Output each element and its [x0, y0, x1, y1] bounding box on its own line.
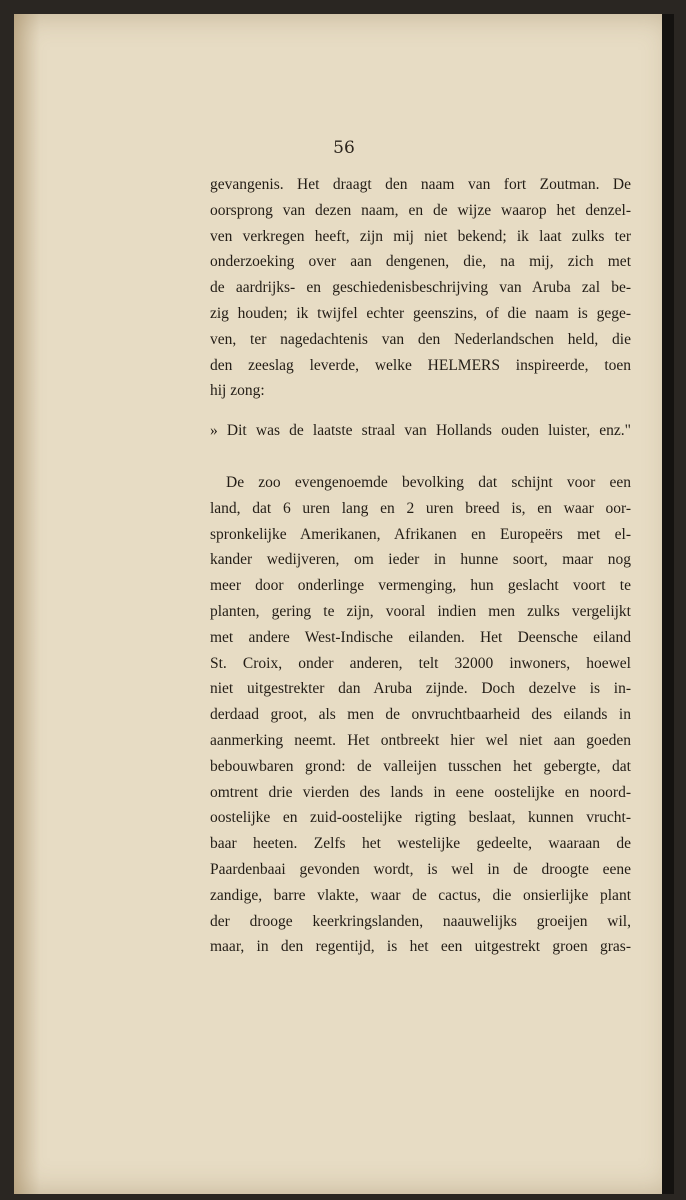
text-line: oostelijke en zuid-oostelijke rigting beslaat, kunnen vrucht-: [210, 809, 631, 827]
verse-quote: » Dit was de laatste straal van Hollands ouden luister, enz.": [210, 422, 631, 440]
text-line: De zoo evengenoemde bevolking dat schijnt voor een: [226, 473, 631, 491]
text-line: der drooge keerkringslanden, naauwelijks groeijen wil,: [210, 912, 631, 930]
paragraph-2: [210, 470, 631, 960]
text-line: kander wedijveren, om ieder in hunne soort, maar nog: [210, 551, 631, 569]
page-edge-shadow: [662, 14, 674, 1194]
text-line: aanmerking neemt. Het ontbreekt hier wel niet aan goeden: [210, 731, 631, 749]
book-page: [14, 14, 674, 1194]
text-line: omtrent drie vierden des lands in eene oostelijke en noord-: [210, 783, 631, 801]
body-text: [210, 172, 631, 960]
text-line: hij zong:: [210, 382, 265, 400]
text-line: maar, in den regentijd, is het een uitgestrekt groen gras-: [210, 938, 631, 956]
text-line: gevangenis. Het draagt den naam van fort Zoutman. De: [210, 176, 631, 193]
text-line: oorsprong van dezen naam, en de wijze waarop het denzel-: [210, 201, 631, 219]
text-line: bebouwbaren grond: de valleijen tusschen het gebergte, dat: [210, 757, 631, 775]
text-line: spronkelijke Amerikanen, Afrikanen en Europeërs met el-: [210, 525, 631, 543]
text-line: derdaad groot, als men de onvruchtbaarheid des eilands in: [210, 706, 631, 724]
text-line: land, dat 6 uren lang en 2 uren breed is, en waar oor-: [210, 499, 631, 517]
paragraph-1: [210, 172, 631, 404]
text-line: St. Croix, onder anderen, telt 32000 inwoners, hoewel: [210, 654, 631, 672]
text-line: ven verkregen heeft, zijn mij niet bekend; ik laat zulks ter: [210, 227, 631, 245]
text-line: baar heeten. Zelfs het westelijke gedeelte, waaraan de: [210, 835, 631, 853]
text-line: meer door onderlinge vermenging, hun geslacht voort te: [210, 577, 631, 595]
text-line: niet uitgestrekter dan Aruba zijnde. Doch dezelve is in-: [210, 680, 631, 698]
text-line: met andere West-Indische eilanden. Het Deensche eiland: [210, 628, 631, 646]
text-line: zandige, barre vlakte, waar de cactus, die onsierlijke plant: [210, 886, 631, 904]
text-line: planten, gering te zijn, vooral indien men zulks vergelijkt: [210, 602, 631, 620]
page-number: 56: [333, 138, 355, 158]
text-line: ven, ter nagedachtenis van den Nederlandschen held, die: [210, 330, 631, 348]
text-line: de aardrijks- en geschiedenisbeschrijving van Aruba zal be-: [210, 279, 631, 297]
text-line: den zeeslag leverde, welke HELMERS inspireerde, toen: [210, 356, 631, 374]
text-line: zig houden; ik twijfel echter geenszins, of die naam is gege-: [210, 304, 631, 322]
text-line: Paardenbaai gevonden wordt, is wel in de droogte eene: [210, 860, 631, 878]
text-line: onderzoeking over aan dengenen, die, na mij, zich met: [210, 253, 631, 271]
